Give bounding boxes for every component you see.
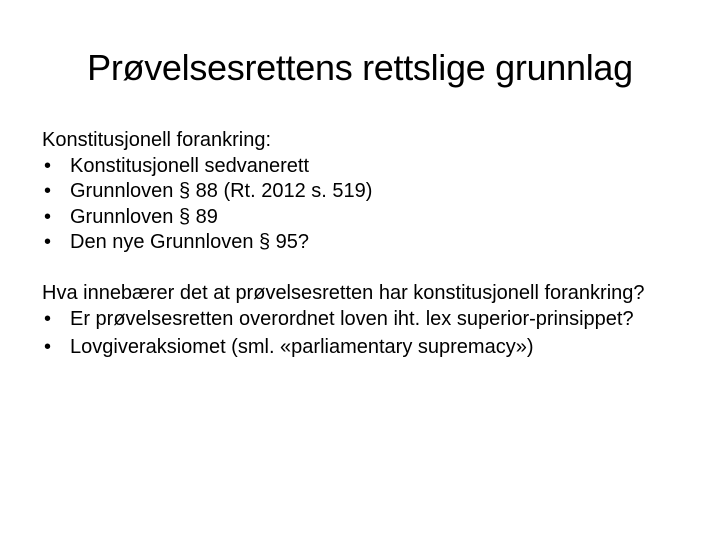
list-item-text: Lovgiveraksiomet (sml. «parliamentary supremacy») — [70, 335, 534, 358]
bullet-icon: • — [44, 205, 52, 228]
list-item — [42, 205, 682, 231]
section-constitutional-anchoring — [42, 128, 682, 256]
list-item — [42, 336, 682, 358]
bullet-list — [42, 154, 682, 256]
list-item — [42, 154, 682, 180]
slide-title: Prøvelsesrettens rettslige grunnlag — [87, 47, 633, 88]
slide-body — [42, 128, 682, 358]
list-item-text: Konstitusjonell sedvanerett — [70, 154, 310, 177]
section-heading: Hva innebærer det at prøvelsesretten har konstitusjonell forankring? — [42, 281, 645, 304]
list-item-text: Den nye Grunnloven § 95? — [70, 231, 310, 253]
bullet-icon: • — [44, 307, 52, 330]
section-implications — [42, 282, 682, 358]
bullet-icon: • — [44, 180, 52, 202]
list-item — [42, 308, 682, 330]
bullet-icon: • — [44, 231, 52, 253]
list-item — [42, 179, 682, 205]
bullet-icon: • — [44, 335, 52, 358]
list-item-text: Grunnloven § 89 — [70, 205, 218, 228]
list-item-text: Er prøvelsesretten overordnet loven iht. lex superior-prinsippet? — [70, 307, 634, 330]
bullet-list — [42, 308, 682, 358]
bullet-icon: • — [44, 154, 52, 177]
section-heading: Konstitusjonell forankring: — [42, 129, 272, 151]
list-item-text: Grunnloven § 88 (Rt. 2012 s. 519) — [70, 180, 373, 202]
list-item — [42, 230, 682, 256]
